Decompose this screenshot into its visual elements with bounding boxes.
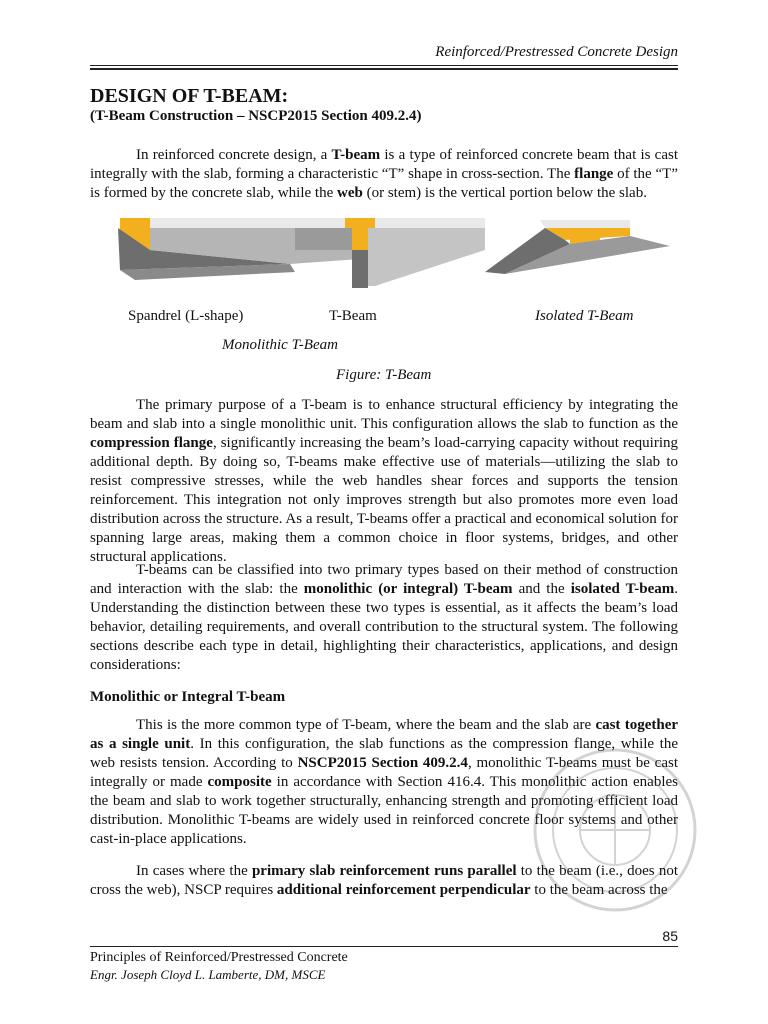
isolated-t-beam-drawing (485, 220, 670, 274)
figure-caption: Figure: T-Beam (336, 367, 432, 383)
label-monolithic-t-beam: Monolithic T-Beam (222, 337, 338, 353)
monolithic-heading: Monolithic or Integral T-beam (90, 689, 286, 705)
page-number: 85 (662, 928, 678, 944)
reinforcement-paragraph: In cases where the primary slab reinforcement runs parallel to the beam (i.e., does not cross the web), NSCP requires additional reinforcement perpendicular to the beam across the (90, 863, 679, 898)
header-rule (90, 68, 678, 70)
footer-author: Engr. Joseph Cloyd L. Lamberte, DM, MSCE (90, 967, 326, 982)
classification-paragraph: T-beams can be classified into two primary types based on their method of construction and interaction with the slab: the monolithic (or integral) T-beam and the isolated T-beam. Understanding the distinction between these two types is essential, as it affects the beam’s load behavior, detailing requirements, and overall contribution to the structural system. The following sections describe each type in detail, highlighting their characteristics, applications, and design considerations: (90, 562, 679, 673)
label-spandrel: Spandrel (L-shape) (128, 308, 244, 324)
footer-book-title: Principles of Reinforced/Prestressed Concrete (90, 950, 348, 965)
monolithic-paragraph: This is the more common type of T-beam, where the beam and the slab are cast together as a single unit. In this configuration, the slab functions as the compression flange, while the web resists tension. According to NSCP2015 Section 409.2.4, monolithic T-beams must be cast integrally or made composite in accordance with Section 416.4. This monolithic action enables the beam and slab to work together structurally, enhancing strength and promoting efficient load distribution. Monolithic T-beams are widely used in reinforced concrete floor systems and other cast-in-place applications. (90, 717, 679, 847)
section-subtitle: (T-Beam Construction – NSCP2015 Section 409.2.4) (90, 108, 422, 124)
institution-seal-watermark (520, 720, 700, 920)
running-header: Reinforced/Prestressed Concrete Design (90, 44, 678, 66)
label-t-beam: T-Beam (329, 308, 377, 324)
section-title: DESIGN OF T-BEAM: (90, 85, 289, 107)
intro-paragraph: In reinforced concrete design, a T-beam is a type of reinforced concrete beam that is cast integrally with the slab, forming a characteristic “T” shape in cross-section. The flange of the “T” is formed by the concrete slab, while the web (or stem) is the vertical portion below the slab. (90, 147, 678, 201)
t-beam-figure (90, 210, 680, 300)
purpose-paragraph: The primary purpose of a T-beam is to enhance structural efficiency by integrating the beam and slab into a single monolithic unit. This configuration allows the slab to function as the compression flange, significantly increasing the beam’s load-carrying capacity without requiring additional depth. By doing so, T-beams make effective use of materials—utilizing the slab to resist compressive stresses, while the web handles shear forces and supports the tension reinforcement. This integration not only improves strength but also promotes more even load distribution across the structure. As a result, T-beams offer a practical and economical solution for spanning large areas, making them a common choice in floor systems, bridges, and other structural applications. (90, 397, 678, 565)
label-isolated-t-beam: Isolated T-Beam (535, 308, 634, 324)
footer-rule (90, 946, 678, 947)
